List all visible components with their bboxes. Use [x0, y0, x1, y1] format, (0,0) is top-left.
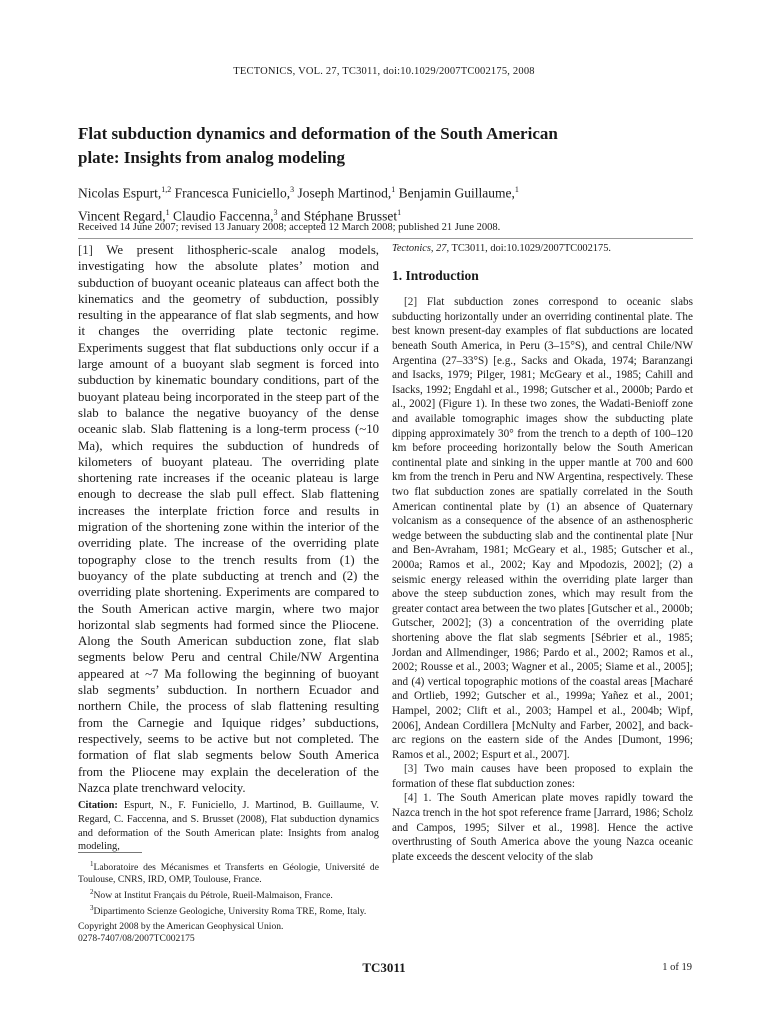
abstract: [78, 242, 379, 796]
citation: [78, 799, 379, 854]
citation-label: Citation:: [78, 800, 118, 812]
header-divider: [78, 238, 693, 239]
affiliation-footnotes: [78, 858, 379, 919]
section-heading-introduction: 1. Introduction: [392, 267, 479, 283]
left-column: [78, 242, 379, 854]
footnote-3: [78, 902, 379, 918]
author-2-affil: 3: [290, 185, 295, 194]
footnote-rule: [78, 852, 142, 853]
footnote-2: [78, 886, 379, 902]
paragraph-2: [392, 295, 693, 762]
author-2: Francesca Funiciello,: [171, 185, 291, 201]
title-line-1: Flat subduction dynamics and deformation of the South American: [78, 124, 558, 143]
title-line-2: plate: Insights from analog modeling: [78, 148, 345, 167]
author-3-affil: 1: [391, 185, 396, 194]
paragraph-4: [392, 791, 693, 864]
copyright-line-2: 0278-7407/08/2007TC002175: [78, 933, 195, 944]
citation-text-2: TC3011, doi:10.1029/2007TC002175.: [449, 243, 611, 254]
author-1-affil: 1,2: [161, 185, 172, 194]
citation-continued: [392, 242, 693, 256]
author-5: Vincent Regard,: [78, 208, 166, 223]
paragraph-4-text: 1. The South American plate moves rapidly toward the Nazca trench in the hot spot reference frame [Jarrard, 1986; Scholz and Campos, 1995; Silver et al., 1998]. Hence the active overthrusting of South America above the young Nazca oceanic plate exceeds the descent velocity of the slab: [392, 792, 693, 863]
footnote-3-mark: 3: [90, 904, 94, 913]
author-list: [78, 180, 698, 225]
paragraph-3: [392, 762, 693, 791]
paragraph-2-text: Flat subduction zones correspond to oceanic slabs subducting horizontally under an overriding continental plate. The best known present-day examples of flat subductions are located beneath South America, in Peru (3–15°S), and central Chile/NW Argentina (27–33°S) [e.g., Sacks and Okada, 1974; Baranzangi and Isacks, 1979; Pilger, 1981; McGeary et al., 1985; Cahill and Isacks, 1992; Engdahl et al., 1998; Gutscher et al., 2000b; Pardo et al., 2002] (Figure 1). In these two zones, the Wadati-Benioff zone and available tomographic images show the subducting plate dipping approximately 30° from the trench to a depth of 100–120 km before proceeding horizontally below the South American continental plate and sinking in the upper mantle at 700 and 600 km from the trench in Peru and NW Argentina, respectively. These two flat subduction zones are spatially correlated in the South American continental plate by (1) an absence of Quaternary volcanism as a consequence of the absence of an asthenospheric wedge between the subducting slab and the continental plate [Nur and Ben-Avraham, 1981; McGeary et al., 1985; Gutscher et al., 2000a; Ramos et al., 2002; Kay and Mpodozis, 2002]; (2) a seismic energy released within the overriding plate larger than above the steep subduction zones, which may result from the greater contact area between the two plates [Gutscher et al., 2000b; Gutscher, 2002]; (3) a concentration of the overriding plate shortening above the flat slab segments [Sébrier et al., 1985; Jordan and Allmendinger, 1986; Pardo et al., 2002; Ramos et al., 2002; Rousse et al., 2003; Wagner et al., 2005; Siame et al., 2005]; and (4) vertical topographic motions of the coastal areas [Macharé and Ortlieb, 1992; Gutscher et al., 1999a; Yañez et al., 2001; Hampel, 2002; Clift et al., 2003; Hampel et al., 2004b; Wipf, 2006], Andean Cordillera [McNulty and Farber, 2002], and back-arc regions on the eastern side of the Andes [Dumont, 1996; Ramos et al., 2002; Espurt et al., 2007].: [392, 296, 693, 761]
citation-text-1: Espurt, N., F. Funiciello, J. Martinod, B. Guillaume, V. Regard, C. Faccenna, and S. Brusset (2008), Flat subduction dynamics and deformation of the South American plate: Insights from analog modeling,: [78, 800, 379, 853]
copyright-notice: [78, 921, 379, 945]
author-4-affil: 1: [514, 185, 519, 194]
paragraph-4-num: [4]: [404, 792, 418, 805]
footnote-1-text: Laboratoire des Mécanismes et Transferts en Géologie, Université de Toulouse, CNRS, IRD, OMP, Toulouse, France.: [78, 862, 379, 886]
citation-journal: Tectonics, 27,: [392, 243, 450, 254]
author-1: Nicolas Espurt,: [78, 185, 162, 201]
author-6-affil: 3: [273, 207, 278, 217]
paragraph-3-num: [3]: [404, 763, 418, 776]
received-dates: Received 14 June 2007; revised 13 January 2008; accepted 12 March 2008; published 21 June 2008.: [78, 222, 501, 233]
footnote-1-mark: 1: [90, 860, 94, 868]
page-number: 1 of 19: [662, 962, 692, 973]
author-7: and Stéphane Brusset: [277, 208, 398, 223]
author-7-affil: 1: [397, 207, 402, 217]
abstract-para-num: [1]: [78, 243, 93, 257]
abstract-text: We present lithospheric-scale analog models, investigating how the absolute plates’ motion and subduction of buoyant oceanic plateaus can affect both the kinematics and the geometry of subduction, possibly resulting in the appearance of flat slab segments, and how it changes the overriding plate tectonic regime. Experiments suggest that flat subductions only occur if a large amount of a buoyant slab segment is forced into subduction by kinematic boundary conditions, part of the buoyant plateau being incorporated in the steep part of the slab to balance the negative buoyancy of the dense oceanic slab. Slab flattening is a long-term process (~10 Ma), which requires the subduction of hundreds of kilometers of buoyant plateau. The overriding plate shortening rate increases if the oceanic plateau is large enough to decrease the slab pull effect. Slab flattening increases the interplate friction force and results in migration of the shortening zone within the interior of the overriding plate. The increase of the overriding plate topography close to the trench results from (1) the buoyancy of the plate subducting at trench and (2) the overriding plate shortening. Experiments are compared to the South American active margin, where two major horizontal slab segments had formed since the Pliocene. Along the South American subduction zone, flat slab segments below Peru and central Chile/NW Argentina appeared at ~7 Ma following the beginning of buoyant slab segments’ subduction. In northern Ecuador and northern Chile, the process of slab flattening resulting from the Carnegie and Iquique ridges’ subductions, respectively, seems to be active but not completed. The formation of flat slab segments below South America from the Pliocene may explain the deceleration of the Nazca plate trenchward velocity.: [78, 243, 379, 795]
paragraph-3-text: Two main causes have been proposed to explain the formation of these flat subduction zones:: [392, 763, 693, 790]
author-5-affil: 1: [165, 207, 170, 217]
paper-title: [78, 122, 698, 170]
author-6: Claudio Faccenna,: [169, 208, 274, 223]
copyright-line-1: Copyright 2008 by the American Geophysical Union.: [78, 921, 284, 932]
footnote-2-mark: 2: [90, 888, 94, 897]
running-header: TECTONICS, VOL. 27, TC3011, doi:10.1029/2007TC002175, 2008: [233, 66, 535, 77]
footnote-1: [78, 858, 379, 886]
footer-article-code: TC3011: [362, 960, 406, 975]
right-column: [392, 242, 693, 864]
footnote-3-text: Dipartimento Scienze Geologiche, University Roma TRE, Rome, Italy.: [93, 906, 367, 918]
paragraph-2-num: [2]: [404, 296, 418, 309]
footnote-2-text: Now at Institut Français du Pétrole, Rueil-Malmaison, France.: [93, 890, 333, 902]
author-3: Joseph Martinod,: [294, 185, 392, 201]
author-4: Benjamin Guillaume,: [395, 185, 515, 201]
